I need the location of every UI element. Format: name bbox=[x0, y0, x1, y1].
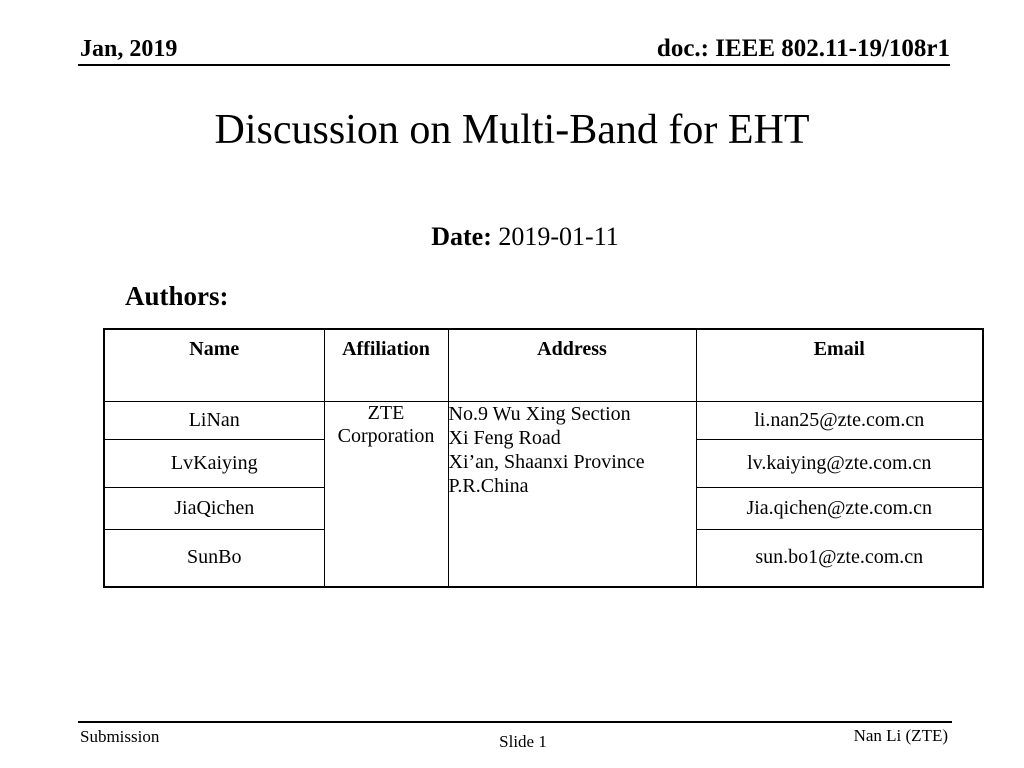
name-cell: SunBo bbox=[104, 529, 324, 587]
column-header-name: Name bbox=[104, 329, 324, 401]
header-date: Jan, 2019 bbox=[80, 36, 178, 62]
header-rule bbox=[78, 64, 950, 66]
address-line: No.9 Wu Xing Section bbox=[448, 402, 631, 425]
name-cell: LvKaiying bbox=[104, 439, 324, 487]
slide-title: Discussion on Multi-Band for EHT bbox=[214, 107, 810, 153]
address-line: P.R.China bbox=[448, 474, 529, 497]
table-header-row bbox=[104, 329, 983, 401]
email-cell: sun.bo1@zte.com.cn bbox=[696, 529, 983, 587]
footer-slide-number: Slide 1 bbox=[499, 732, 547, 751]
column-header-email: Email bbox=[696, 329, 983, 401]
affiliation-cell: ZTE Corporation bbox=[324, 401, 448, 587]
date-line bbox=[13, 222, 1024, 252]
date-label: Date: bbox=[431, 222, 492, 251]
address-line: Xi Feng Road bbox=[448, 426, 561, 449]
email-cell: Jia.qichen@zte.com.cn bbox=[696, 487, 983, 529]
header-doc-number: doc.: IEEE 802.11-19/108r1 bbox=[656, 35, 950, 62]
date-value: 2019-01-11 bbox=[498, 222, 619, 251]
footer-author: Nan Li (ZTE) bbox=[853, 726, 948, 745]
name-cell: LiNan bbox=[104, 401, 324, 439]
authors-heading: Authors: bbox=[125, 281, 229, 311]
name-cell: JiaQichen bbox=[104, 487, 324, 529]
column-header-address: Address bbox=[448, 329, 696, 401]
footer-submission: Submission bbox=[80, 727, 160, 746]
authors-table bbox=[103, 328, 984, 588]
email-cell: lv.kaiying@zte.com.cn bbox=[696, 439, 983, 487]
address-cell bbox=[448, 401, 696, 587]
column-header-affiliation: Affiliation bbox=[324, 329, 448, 401]
address-line: Xi’an, Shaanxi Province bbox=[448, 450, 645, 473]
table-row bbox=[104, 401, 983, 439]
footer-rule bbox=[78, 721, 952, 723]
email-cell: li.nan25@zte.com.cn bbox=[696, 401, 983, 439]
